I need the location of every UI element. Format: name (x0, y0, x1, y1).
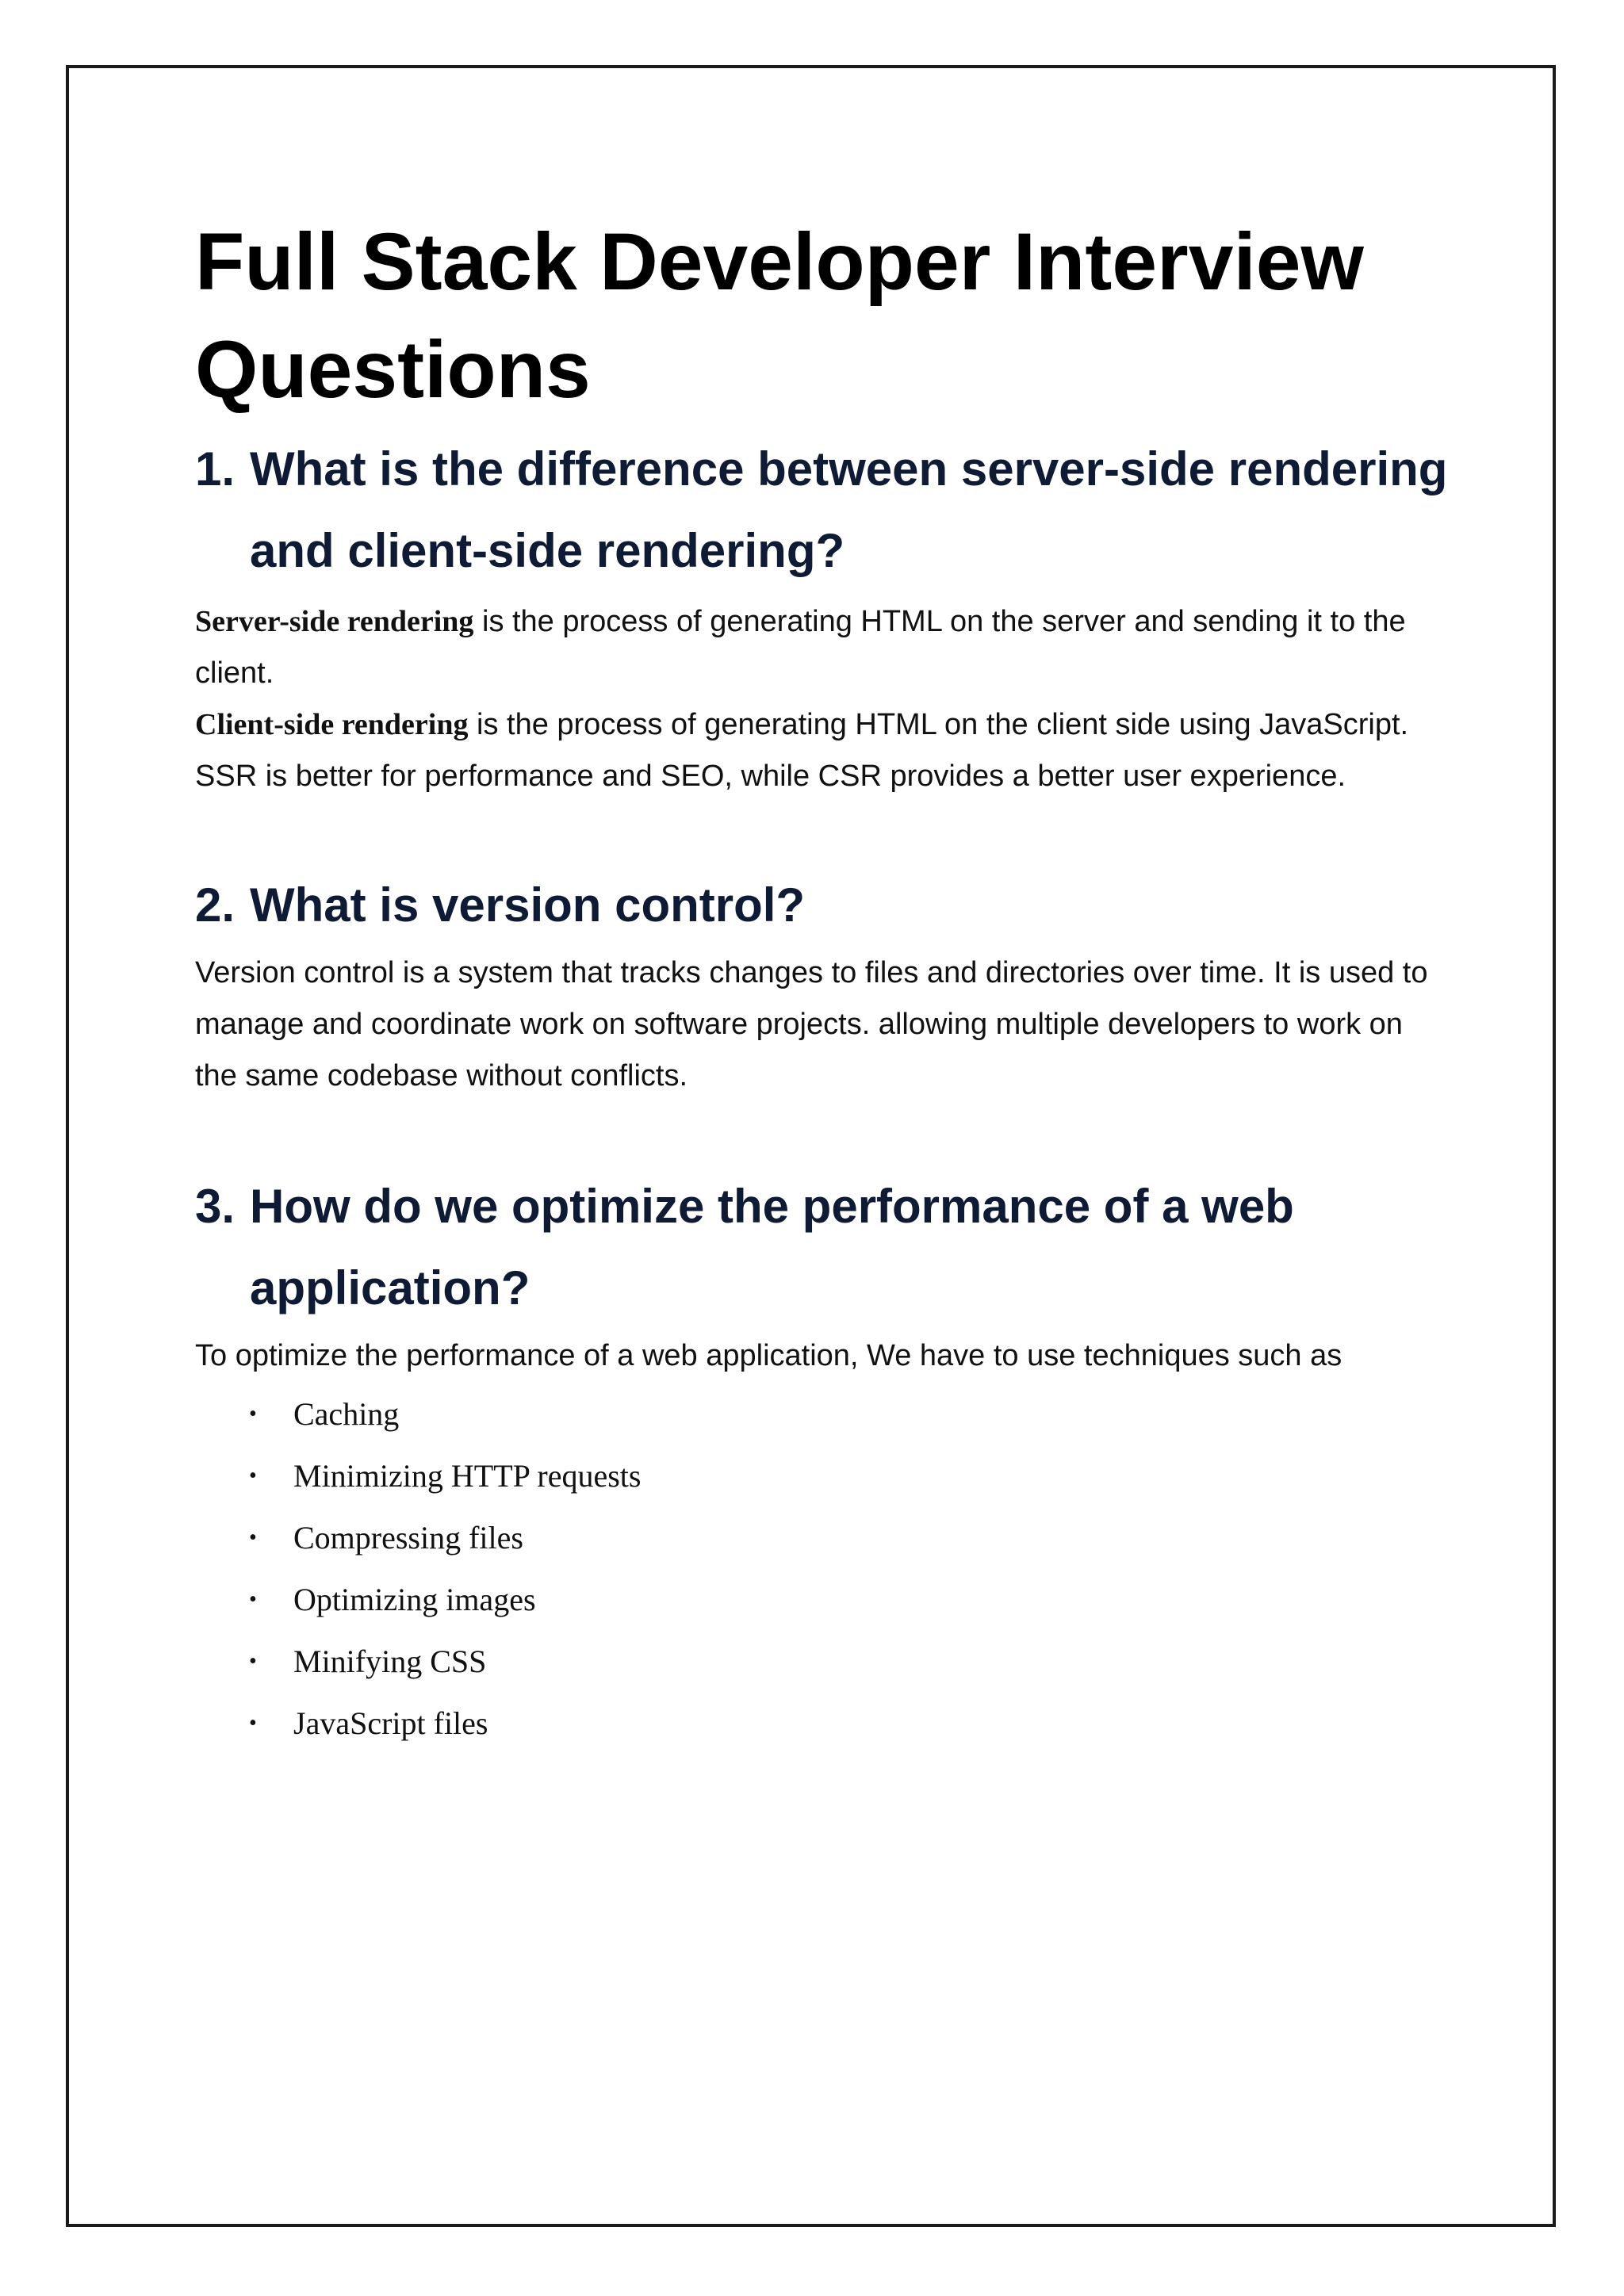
document-body (195, 208, 1448, 1755)
bold-term: Client-side rendering (195, 708, 469, 741)
question-text: What is the difference between server-side rendering and client-side rendering? (250, 442, 1448, 577)
bullet-icon: • (249, 1649, 257, 1674)
list-item-text: Compressing files (293, 1520, 523, 1556)
bullet-icon: • (249, 1525, 257, 1550)
answer-paragraph (195, 947, 1448, 1102)
list-item (195, 1569, 1448, 1631)
bullet-icon: • (249, 1464, 257, 1488)
list-item (195, 1693, 1448, 1755)
answer-paragraph (195, 596, 1448, 699)
question-heading (195, 428, 1448, 591)
answer-paragraph (195, 699, 1448, 802)
bullet-icon: • (249, 1587, 257, 1612)
bullet-icon: • (249, 1711, 257, 1735)
section-2 (195, 864, 1448, 1102)
question-text: What is version control? (250, 878, 806, 932)
list-item (195, 1507, 1448, 1569)
question-number: 1. (195, 442, 236, 496)
answer-text: To optimize the performance of a web application, We have to use techniques such as (195, 1339, 1342, 1372)
bold-term: Server-side rendering (195, 605, 474, 638)
question-heading (195, 864, 1448, 946)
answer-text: is the process of generating HTML on the server and sending it to the client. (195, 605, 1406, 690)
section-1 (195, 428, 1448, 802)
question-text: How do we optimize the performance of a web application? (250, 1180, 1294, 1314)
list-item (195, 1383, 1448, 1445)
technique-list (195, 1383, 1448, 1755)
list-item-text: Caching (293, 1396, 400, 1432)
list-item (195, 1445, 1448, 1507)
list-item (195, 1631, 1448, 1693)
document-title: Full Stack Developer Interview Questions (195, 216, 1364, 415)
question-number: 3. (195, 1180, 236, 1233)
list-item-text: JavaScript files (293, 1705, 488, 1741)
list-item-text: Optimizing images (293, 1582, 536, 1617)
answer-text: is the process of generating HTML on the client side using JavaScript. SSR is better for performance and SEO, while CSR provides a better user experience. (195, 708, 1409, 793)
question-number: 2. (195, 878, 236, 932)
answer-paragraph (195, 1330, 1448, 1382)
list-item-text: Minimizing HTTP requests (293, 1458, 642, 1494)
bullet-icon: • (249, 1402, 257, 1426)
question-heading (195, 1165, 1448, 1329)
list-item-text: Minifying CSS (293, 1644, 487, 1679)
section-3 (195, 1165, 1448, 1755)
answer-text: Version control is a system that tracks changes to files and directories over time. It is used to manage and coordinate work on software projects. allowing multiple developers to work on the same codebase without conflicts. (195, 956, 1428, 1093)
